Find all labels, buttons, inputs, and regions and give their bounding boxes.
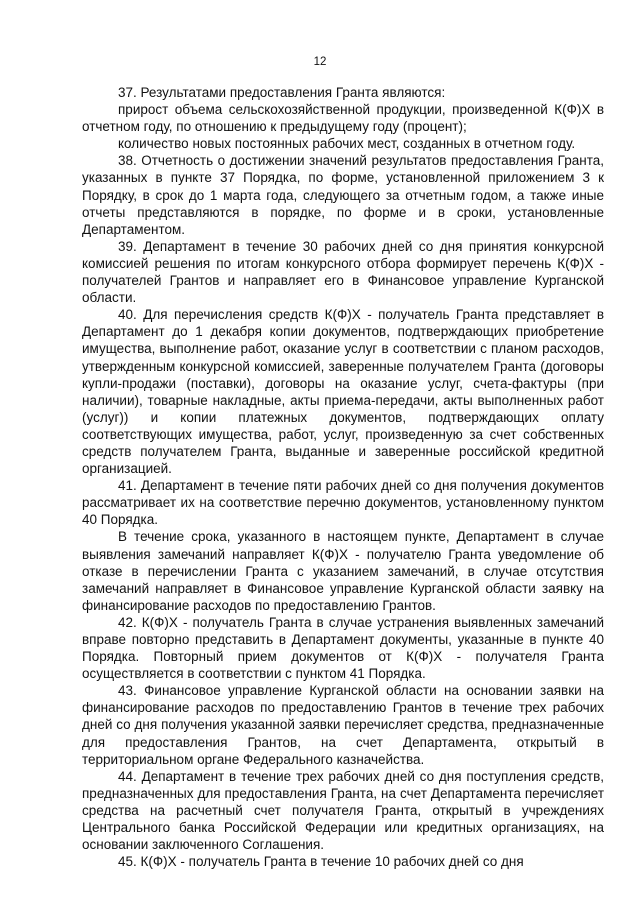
paragraph-38: 38. Отчетность о достижении значений результатов предоставления Гранта, указанных в пункте 37 Порядка, по форме, установленной приложением 3 к Порядку, в срок до 1 марта года, следующего за отчетным годом, а также иные отчеты представляются в порядке, по форме и в сроки, установленные Департаментом. [82,153,604,237]
paragraph-39: 39. Департамент в течение 30 рабочих дней со дня принятия конкурсной комиссией решения по итогам конкурсного отбора формирует перечень К(Ф)Х - получателей Грантов и направляет его в Финансовое управление Курганской области. [82,238,604,306]
paragraph-40: 40. Для перечисления средств К(Ф)Х - получатель Гранта представляет в Департамент до 1 декабря копии документов, подтверждающих приобретение имущества, выполнение работ, оказание услуг в соответствии с планом расходов, утвержденным конкурсной комиссией, заверенные получателем Гранта (договоры купли-продажи (поставки), договоры на оказание услуг, счета-фактуры (при наличии), товарные накладные, акты приема-передачи, акты выполненных работ (услуг)) и копии платежных документов, подтверждающих оплату соответствующих имущества, работ, услуг, произведенную за счет собственных средств получателем Гранта, выданные и заверенные российской кредитной организацией. [82,307,604,477]
paragraph-45: 45. К(Ф)Х - получатель Гранта в течение 10 рабочих дней со дня [118,854,524,870]
paragraph-41: 41. Департамент в течение пяти рабочих дней со дня получения документов рассматривает их на соответствие перечню документов, установленному пунктом 40 Порядка. [82,478,604,528]
paragraph-43: 43. Финансовое управление Курганской области на основании заявки на финансирование расходов по предоставлению Грантов в течение трех рабочих дней со дня получения указанной заявки перечисляет средства, предназначенные для предоставления Грантов, на счет Департамента, открытый в территориальном органе Федерального казначейства. [82,683,604,767]
paragraph-44: 44. Департамент в течение трех рабочих дней со дня поступления средств, предназначенных для предоставления Гранта, на счет Департамента перечисляет средства на расчетный счет получателя Гранта, открытый в учреждениях Центрального банка Российской Федерации или кредитных организациях, на основании заключенного Соглашения. [82,768,604,853]
paragraph-42: 42. К(Ф)Х - получатель Гранта в случае устранения выявленных замечаний вправе повторно представить в Департамент документы, указанные в пункте 40 Порядка. Повторный прием документов от К(Ф)Х - получателя Гранта осуществляется в соответствии с пунктом 41 Порядка. [82,614,604,682]
paragraph-41-continued: В течение срока, указанного в настоящем пункте, Департамент в случае выявления замечаний направляет К(Ф)Х - получателю Гранта уведомление об отказе в перечислении Гранта с указанием замечаний, в случае отсутствия замечаний направляет в Финансовое управление Курганской области заявку на финансирование расходов по предоставлению Грантов. [82,529,604,613]
document-body [82,84,604,870]
page-number: 12 [313,56,327,68]
paragraph-37-item-2: количество новых постоянных рабочих мест, созданных в отчетном году. [118,136,576,152]
paragraph-37: 37. Результатами предоставления Гранта являются: [118,85,446,100]
paragraph-37-item-1: прирост объема сельскохозяйственной продукции, произведенной К(Ф)Х в отчетном году, по отношению к предыдущему году (процент); [82,102,604,135]
